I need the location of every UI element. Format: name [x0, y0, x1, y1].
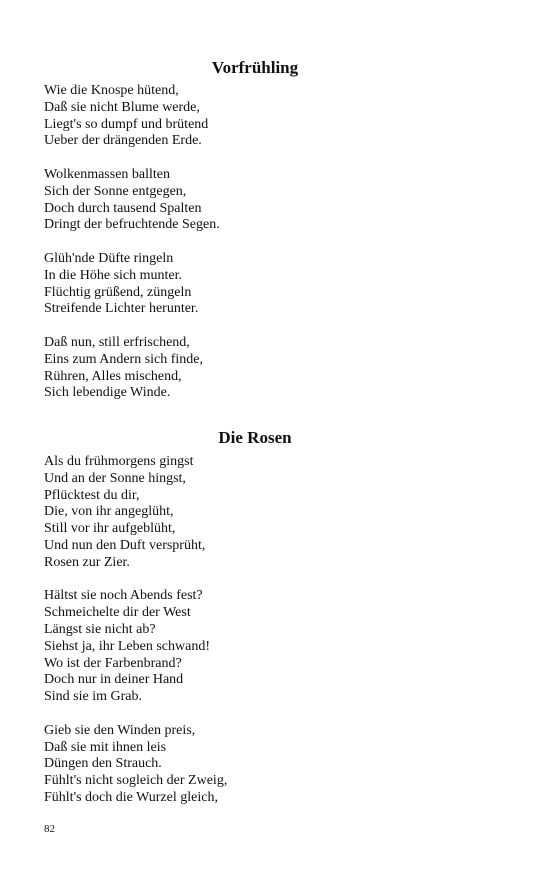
- poem-line: Wo ist der Farbenbrand?: [44, 655, 182, 671]
- poem-line: Hältst sie noch Abends fest?: [44, 588, 203, 604]
- stanza: [44, 251, 464, 318]
- poem-title: Vorfrühling: [211, 58, 299, 77]
- poem-line: Sind sie im Grab.: [44, 689, 142, 705]
- poem-title: Die Rosen: [218, 428, 292, 447]
- poem-line: Und nun den Duft versprüht,: [44, 537, 206, 553]
- poem-line: Sich lebendige Winde.: [44, 385, 171, 401]
- poem-line: Wolkenmassen ballten: [44, 166, 171, 182]
- poem-line: Fühlt's doch die Wurzel gleich,: [44, 789, 218, 805]
- poem-line: Dringt der befruchtende Segen.: [44, 217, 220, 233]
- poem-line: Gieb sie den Winden preis,: [44, 722, 196, 738]
- poem-line: Fühlt's nicht sogleich der Zweig,: [44, 773, 228, 789]
- poem-line: Daß sie nicht Blume werde,: [44, 99, 200, 115]
- poem-line: Pflücktest du dir,: [44, 487, 140, 503]
- stanza: [44, 167, 464, 234]
- poem-line: Als du frühmorgens gingst: [44, 454, 194, 469]
- stanza: [44, 335, 464, 402]
- poem-line: Liegt's so dumpf und brütend: [44, 116, 209, 132]
- poem-line: Flüchtig grüßend, züngeln: [44, 284, 192, 300]
- poem-line: Die, von ihr angeglüht,: [44, 504, 174, 520]
- poem-line: Rosen zur Zier.: [44, 554, 130, 570]
- stanza: [44, 454, 464, 572]
- poem-vorfruehling: [44, 83, 464, 419]
- poem-die-rosen: [44, 454, 464, 824]
- poem-line: Längst sie nicht ab?: [44, 621, 156, 637]
- poem-line: Wie die Knospe hütend,: [44, 83, 179, 98]
- poem-line: Schmeichelte dir der West: [44, 605, 191, 621]
- poem-line: Daß nun, still erfrischend,: [44, 334, 190, 350]
- poem-line: Doch durch tausend Spalten: [44, 200, 202, 216]
- poem-line: Glüh'nde Düfte ringeln: [44, 250, 174, 266]
- poem-line: Ueber der drängenden Erde.: [44, 133, 202, 149]
- poem-line: Sich der Sonne entgegen,: [44, 183, 187, 199]
- poem-line: Still vor ihr aufgeblüht,: [44, 521, 176, 537]
- poem-line: Daß sie mit ihnen leis: [44, 739, 167, 755]
- stanza: [44, 588, 464, 706]
- stanza: [44, 83, 464, 150]
- poem-line: Doch nur in deiner Hand: [44, 672, 184, 688]
- page-number: 82: [44, 823, 55, 835]
- poem-line: Rühren, Alles mischend,: [44, 368, 182, 384]
- poem-line: In die Höhe sich munter.: [44, 267, 183, 283]
- poem-line: Eins zum Andern sich finde,: [44, 351, 204, 367]
- poem-line: Siehst ja, ihr Leben schwand!: [44, 638, 211, 654]
- poem-line: Und an der Sonne hingst,: [44, 470, 186, 486]
- poem-line: Düngen den Strauch.: [44, 756, 162, 772]
- stanza: [44, 723, 464, 807]
- poem-line: Streifende Lichter herunter.: [44, 301, 199, 317]
